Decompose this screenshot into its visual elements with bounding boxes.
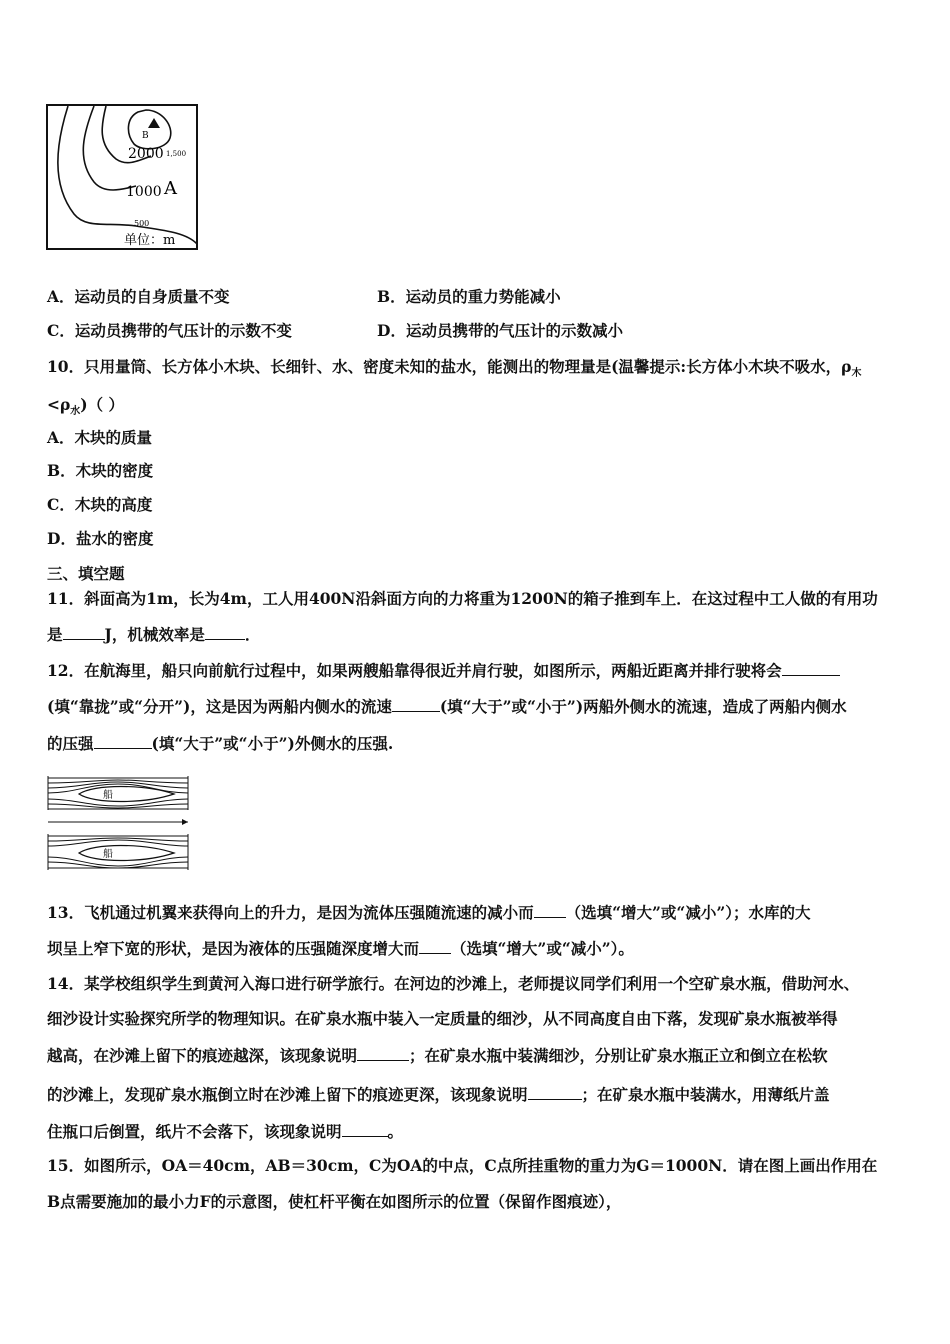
q15-line2: B点需要施加的最小力F的示意图，使杠杆平衡在如图所示的位置（保留作图痕迹）， [47, 1192, 622, 1211]
q13-text1b: （选填“增大”或“减小”）；水库的大 [565, 903, 811, 922]
section3-title: 三、填空题 [47, 564, 125, 583]
q12-blank-2[interactable] [392, 697, 440, 712]
q14-line1: 14．某学校组织学生到黄河入海口进行研学旅行。在河边的沙滩上，老师提议同学们利用一个空矿泉水瓶，借助河水、 [47, 974, 860, 993]
q14-text4a: 的沙滩上，发现矿泉水瓶倒立时在沙滩上留下的痕迹更深，该现象说明 [47, 1085, 528, 1104]
q14-blank-1[interactable] [357, 1046, 409, 1061]
q9-option-d: D．运动员携带的气压计的示数减小 [377, 321, 623, 340]
flow-arrow-icon [182, 819, 188, 825]
q9-option-a: A．运动员的自身质量不变 [47, 287, 230, 306]
q11-blank-work[interactable] [63, 625, 105, 640]
q9-option-c: C．运动员携带的气压计的示数不变 [47, 321, 292, 340]
q12-text2b: (填“大于”或“小于”)两船外侧水的流速，造成了两船内侧水 [439, 697, 847, 716]
q10-stem-text1: 10．只用量筒、长方体小木块、长细针、水、密度未知的盐水，能测出的物理量是(温馨提示:长方体小木块不吸水，ρ [47, 357, 852, 376]
map-label-1000: 1000 [126, 184, 162, 200]
q10-option-a: A．木块的质量 [47, 428, 153, 447]
map-label-1500: 1,500 [166, 150, 187, 158]
q12-line3 [47, 734, 393, 754]
q9-option-b: B．运动员的重力势能减小 [377, 287, 561, 306]
q10-option-c: C．木块的高度 [47, 495, 153, 514]
q12-text1: 12．在航海里，船只向前航行过程中，如果两艘船靠得很近并肩行驶，如图所示，两船近距离并排行驶将会 [47, 661, 782, 680]
q15-line1: 15．如图所示，OA＝40cm，AB＝30cm，C为OA的中点，C点所挂重物的重力为G＝1000N．请在图上画出作用在 [47, 1156, 878, 1175]
q14-line4 [47, 1085, 830, 1105]
q10-option-b: B．木块的密度 [47, 461, 154, 480]
ships-flow-figure [44, 774, 192, 874]
q11-line2 [47, 625, 260, 645]
q13-blank-2[interactable] [419, 939, 451, 954]
map-unit-label: 单位：m [124, 233, 176, 248]
map-label-500: 500 [134, 219, 150, 228]
q12-text3b: (填“大于”或“小于”)外侧水的压强. [151, 734, 394, 753]
q14-blank-2[interactable] [528, 1085, 582, 1100]
q11-line1: 11．斜面高为1m，长为4m，工人用400N沿斜面方向的力将重为1200N的箱子推到车上．在这过程中工人做的有用功 [47, 589, 878, 608]
q12-line2 [47, 697, 847, 717]
q14-line5 [47, 1122, 403, 1142]
ship-label-top: 船 [103, 790, 113, 801]
q13-text1a: 13．飞机通过机翼来获得向上的升力，是因为流体压强随流速的减小而 [47, 903, 534, 922]
q13-text2b: （选填“增大”或“减小”）。 [451, 939, 634, 958]
q12-line1 [47, 661, 840, 681]
contour-map-figure [46, 104, 200, 252]
map-label-peak: B [142, 131, 149, 141]
q10-option-d: D．盐水的密度 [47, 529, 154, 548]
q14-text5a: 住瓶口后倒置，纸片不会落下，该现象说明 [47, 1122, 342, 1141]
ship-label-bottom: 船 [103, 849, 113, 860]
q14-text5b: 。 [387, 1122, 404, 1141]
q14-text3a: 越高，在沙滩上留下的痕迹越深，该现象说明 [47, 1046, 358, 1065]
q11-text-b: J，机械效率是 [104, 625, 205, 644]
q10-stem-line1 [47, 357, 861, 384]
q12-blank-1[interactable] [782, 661, 840, 676]
q12-text2a: (填“靠拢”或“分开”)，这是因为两船内侧水的流速 [47, 697, 392, 716]
q14-blank-3[interactable] [342, 1122, 388, 1137]
map-label-2000: 2000 [128, 146, 164, 162]
q11-text-c: ． [244, 625, 261, 644]
q13-blank-1[interactable] [534, 903, 566, 918]
q10-rho-sub-water: 水 [70, 406, 81, 418]
q12-text3a: 的压强 [47, 734, 94, 753]
q10-stem-line2 [47, 395, 124, 422]
q12-blank-3[interactable] [94, 734, 152, 749]
q11-blank-efficiency[interactable] [205, 625, 245, 640]
q14-text4b: ；在矿泉水瓶中装满水，用薄纸片盖 [581, 1085, 830, 1104]
q10-rho-sub-wood: 木 [851, 368, 862, 380]
q13-line1 [47, 903, 811, 923]
q14-line2: 细沙设计实验探究所学的物理知识。在矿泉水瓶中装入一定质量的细沙，从不同高度自由下落，发现矿泉水瓶被举得 [47, 1009, 838, 1028]
q13-line2 [47, 939, 634, 959]
q11-text-a: 是 [47, 625, 63, 644]
q14-text3b: ；在矿泉水瓶中装满细沙，分别让矿泉水瓶正立和倒立在松软 [409, 1046, 828, 1065]
map-label-a: A [164, 178, 177, 199]
q14-line3 [47, 1046, 828, 1066]
q10-stem-text2: <ρ [47, 395, 71, 414]
q13-text2a: 坝呈上窄下宽的形状，是因为液体的压强随深度增大而 [47, 939, 420, 958]
q10-stem-text3: )（ ） [80, 395, 125, 414]
